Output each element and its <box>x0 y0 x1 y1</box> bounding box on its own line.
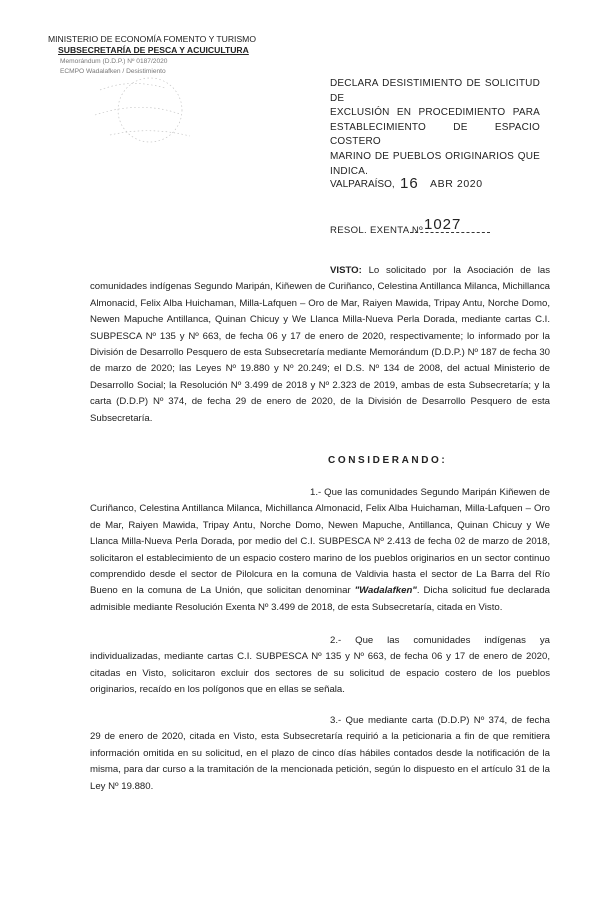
title-line: MARINO DE PUEBLOS ORIGINARIOS QUE INDICA. <box>330 150 540 177</box>
paragraph-text: . Dicha solicitud fue declarada admisible mediante Resolución Exenta Nº 3.499 de 2018, de esta Subsecretaría, citada en Visto. <box>90 585 550 613</box>
considerando-paragraph-1 <box>90 485 550 616</box>
paragraph-text: Que mediante carta (D.D.P) Nº 374, de fecha 29 de enero de 2020, citada en Visto, esta Subsecretaría requirió a la peticionaria a fin de que remitiera información omitida en su solicitud, en el plazo de cinco días hábiles contados desde la notificación de la misma, para dar curso a la tramitación de la mencionada petición, según lo dispuesto en el artículo 31 de la Ley Nº 19.880. <box>90 715 551 792</box>
paragraph-number: 3.- <box>330 715 342 726</box>
ministry-name: MINISTERIO DE ECONOMÍA FOMENTO Y TURISMO <box>48 34 257 44</box>
ecmpo-reference: ECMPO Wadalafken / Desistimiento <box>60 68 166 75</box>
visto-paragraph <box>90 263 550 427</box>
memorandum-reference: Memorándum (D.D.P.) Nº 0187/2020 <box>60 58 168 65</box>
title-line: ESTABLECIMIENTO DE ESPACIO COSTERO <box>330 121 540 148</box>
paragraph-number: 1.- <box>310 487 322 498</box>
visto-text: Lo solicitado por la Asociación de las comunidades indígenas Segundo Maripán, Kiñewen de Curiñanco, Celestina Antillanca Milanca, Michillanca Almonacid, Felix Alba Huichaman, Milla-Lafquen – Oro de Mar, Raiyen Mawida, Tripay Antu, Norche Domo, Newen Mapuche Antillanca, Quinan Chicuy y We Llanca Milla-Nueva Perla Dorada, mediante cartas C.I. SUBPESCA Nº 135 y Nº 663, de fecha 06 y 17 de enero de 2020, respectivamente; lo informado por la División de Desarrollo Pesquero de esta Subsecretaría mediante Memorándum (D.D.P.) Nº 187 de fecha 30 de marzo de 2020; las Leyes Nº 19.880 y Nº 20.249; el D.S. Nº 134 de 2008, del actual Ministerio de Desarrollo Social; la Resolución Nº 3.499 de 2018 y Nº 2.323 de 2019, ambas de esta Subsecretaría; y la carta (D.D.P) Nº 374, de fecha 29 de enero de 2020, de la División de Desarrollo Pesquero de esta Subsecretaría. <box>90 265 551 424</box>
paragraph-number: 2.- <box>330 635 342 646</box>
considerando-heading: CONSIDERANDO: <box>328 455 448 466</box>
date-day: 16 <box>400 175 419 192</box>
title-line: EXCLUSIÓN EN PROCEDIMIENTO PARA <box>330 107 540 119</box>
resolution-label: RESOL. EXENTA Nº <box>330 225 423 236</box>
visto-label: VISTO: <box>330 265 362 276</box>
date-month-year: ABR 2020 <box>430 178 483 190</box>
considerando-paragraph-3 <box>90 713 550 795</box>
ecmpo-name: "Wadalafken" <box>354 585 417 597</box>
subsecretaria-name: SUBSECRETARÍA DE PESCA Y ACUICULTURA <box>58 45 249 55</box>
paragraph-text: Que las comunidades Segundo Maripán Kiñewen de Curiñanco, Celestina Antillanca Milanca, Michillanca Almonacid, Felix Alba Huichaman, Milla-Lafquen – Oro de Mar, Raiyen Mawida, Tripay Antu, Norche Domo, Newen Mapuche, Antillanca, Quinan Chicuy y We Llanca Milla-Nueva Perla Dorada, por medio del C.I. SUBPESCA Nº 2.413 de fecha 02 de marzo de 2018, solicitaron el establecimiento de un espacio costero marino de los pueblos originarios en un sector continuo comprendido desde el sector de Pilolcura en la comuna de Valdivia hasta el sector de La Barra del Río Bueno en la comuna de La Unión, que solicitan denominar <box>90 487 550 597</box>
resolution-number: 1027 <box>424 216 462 233</box>
official-seal-stamp <box>70 70 230 150</box>
paragraph-text: Que las comunidades indígenas ya individualizadas, mediante cartas C.I. SUBPESCA Nº 135 y Nº 663, de fecha 06 y 17 de enero de 2020, citadas en Visto, solicitaron excluir dos sectores de su solicitud de espacio costero de los pueblos originarios, recaído en los polígonos que en ellas se señala. <box>90 635 550 696</box>
place-label: VALPARAÍSO, <box>330 179 395 190</box>
considerando-paragraph-2 <box>90 633 550 699</box>
title-line: DECLARA DESISTIMIENTO DE SOLICITUD DE <box>330 78 540 104</box>
resolution-title <box>330 77 540 179</box>
